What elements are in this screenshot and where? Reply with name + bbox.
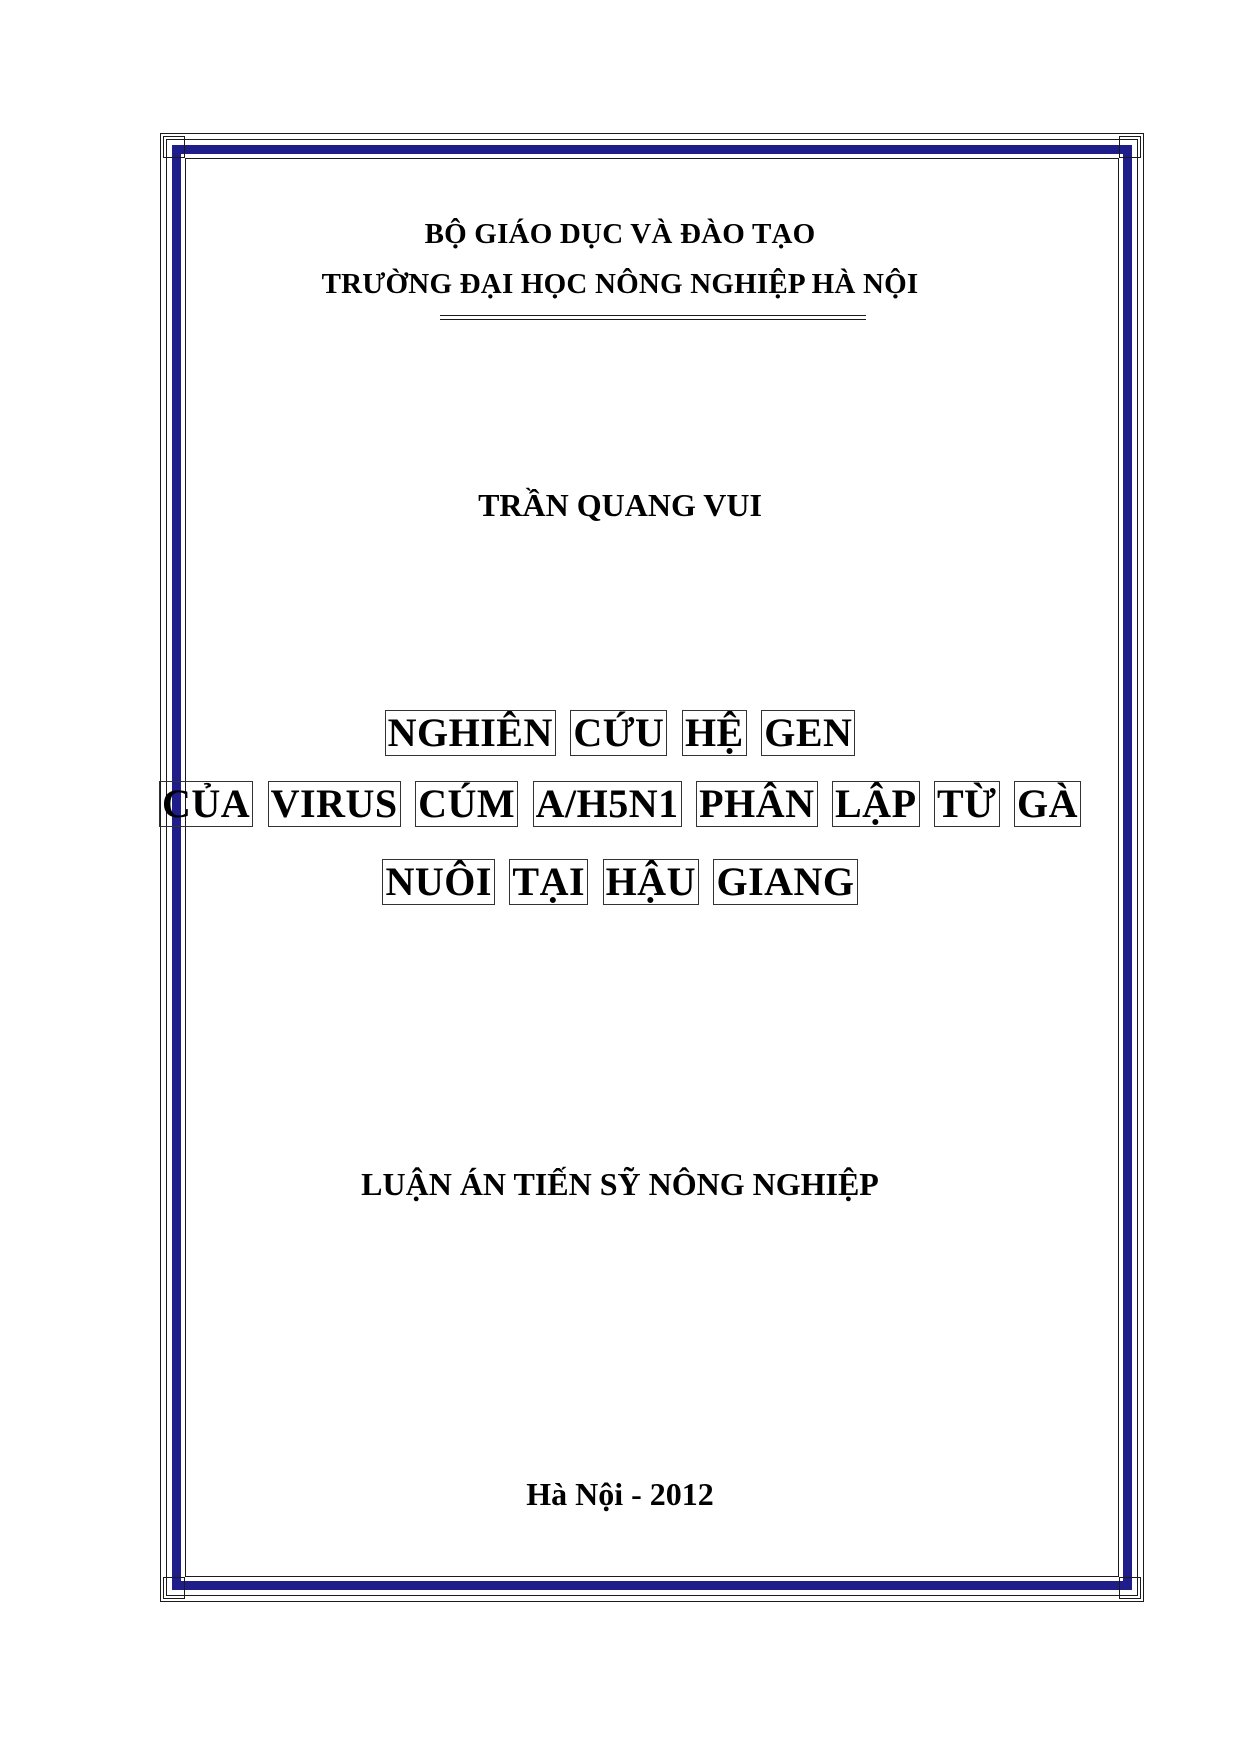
title-word: GEN (761, 710, 855, 756)
title-word: HỆ (682, 710, 747, 756)
university-heading: TRƯỜNG ĐẠI HỌC NÔNG NGHIỆP HÀ NỘI (321, 268, 919, 300)
corner-ornament-top-left (163, 136, 185, 158)
corner-ornament-top-right (1119, 136, 1141, 158)
thesis-title-line-3 (0, 858, 1240, 905)
degree-label: LUẬN ÁN TIẾN SỸ NÔNG NGHIỆP (361, 1166, 879, 1202)
heading-divider (440, 315, 866, 320)
thesis-title-line-2 (0, 780, 1240, 827)
title-word: VIRUS (268, 781, 401, 827)
corner-ornament-bottom-left (163, 1577, 185, 1599)
title-word: CÚM (415, 781, 518, 827)
title-word: TỪ (934, 781, 1000, 827)
title-word: GÀ (1014, 781, 1081, 827)
thesis-title-line-1 (0, 709, 1240, 756)
title-word: PHÂN (696, 781, 817, 827)
ministry-heading: BỘ GIÁO DỤC VÀ ĐÀO TẠO (424, 218, 816, 250)
title-word: GIANG (713, 859, 857, 905)
author-name: TRẦN QUANG VUI (478, 487, 762, 523)
title-word: CỨU (570, 710, 667, 756)
corner-ornament-bottom-right (1119, 1577, 1141, 1599)
title-word: LẬP (832, 781, 920, 827)
title-word: CỦA (159, 781, 253, 827)
place-and-year: Hà Nội - 2012 (526, 1476, 714, 1512)
title-word: HẬU (603, 859, 699, 905)
title-word: NGHIÊN (385, 710, 556, 756)
title-word: TẠI (509, 859, 588, 905)
title-word: A/H5N1 (533, 781, 682, 827)
title-word: NUÔI (382, 859, 494, 905)
